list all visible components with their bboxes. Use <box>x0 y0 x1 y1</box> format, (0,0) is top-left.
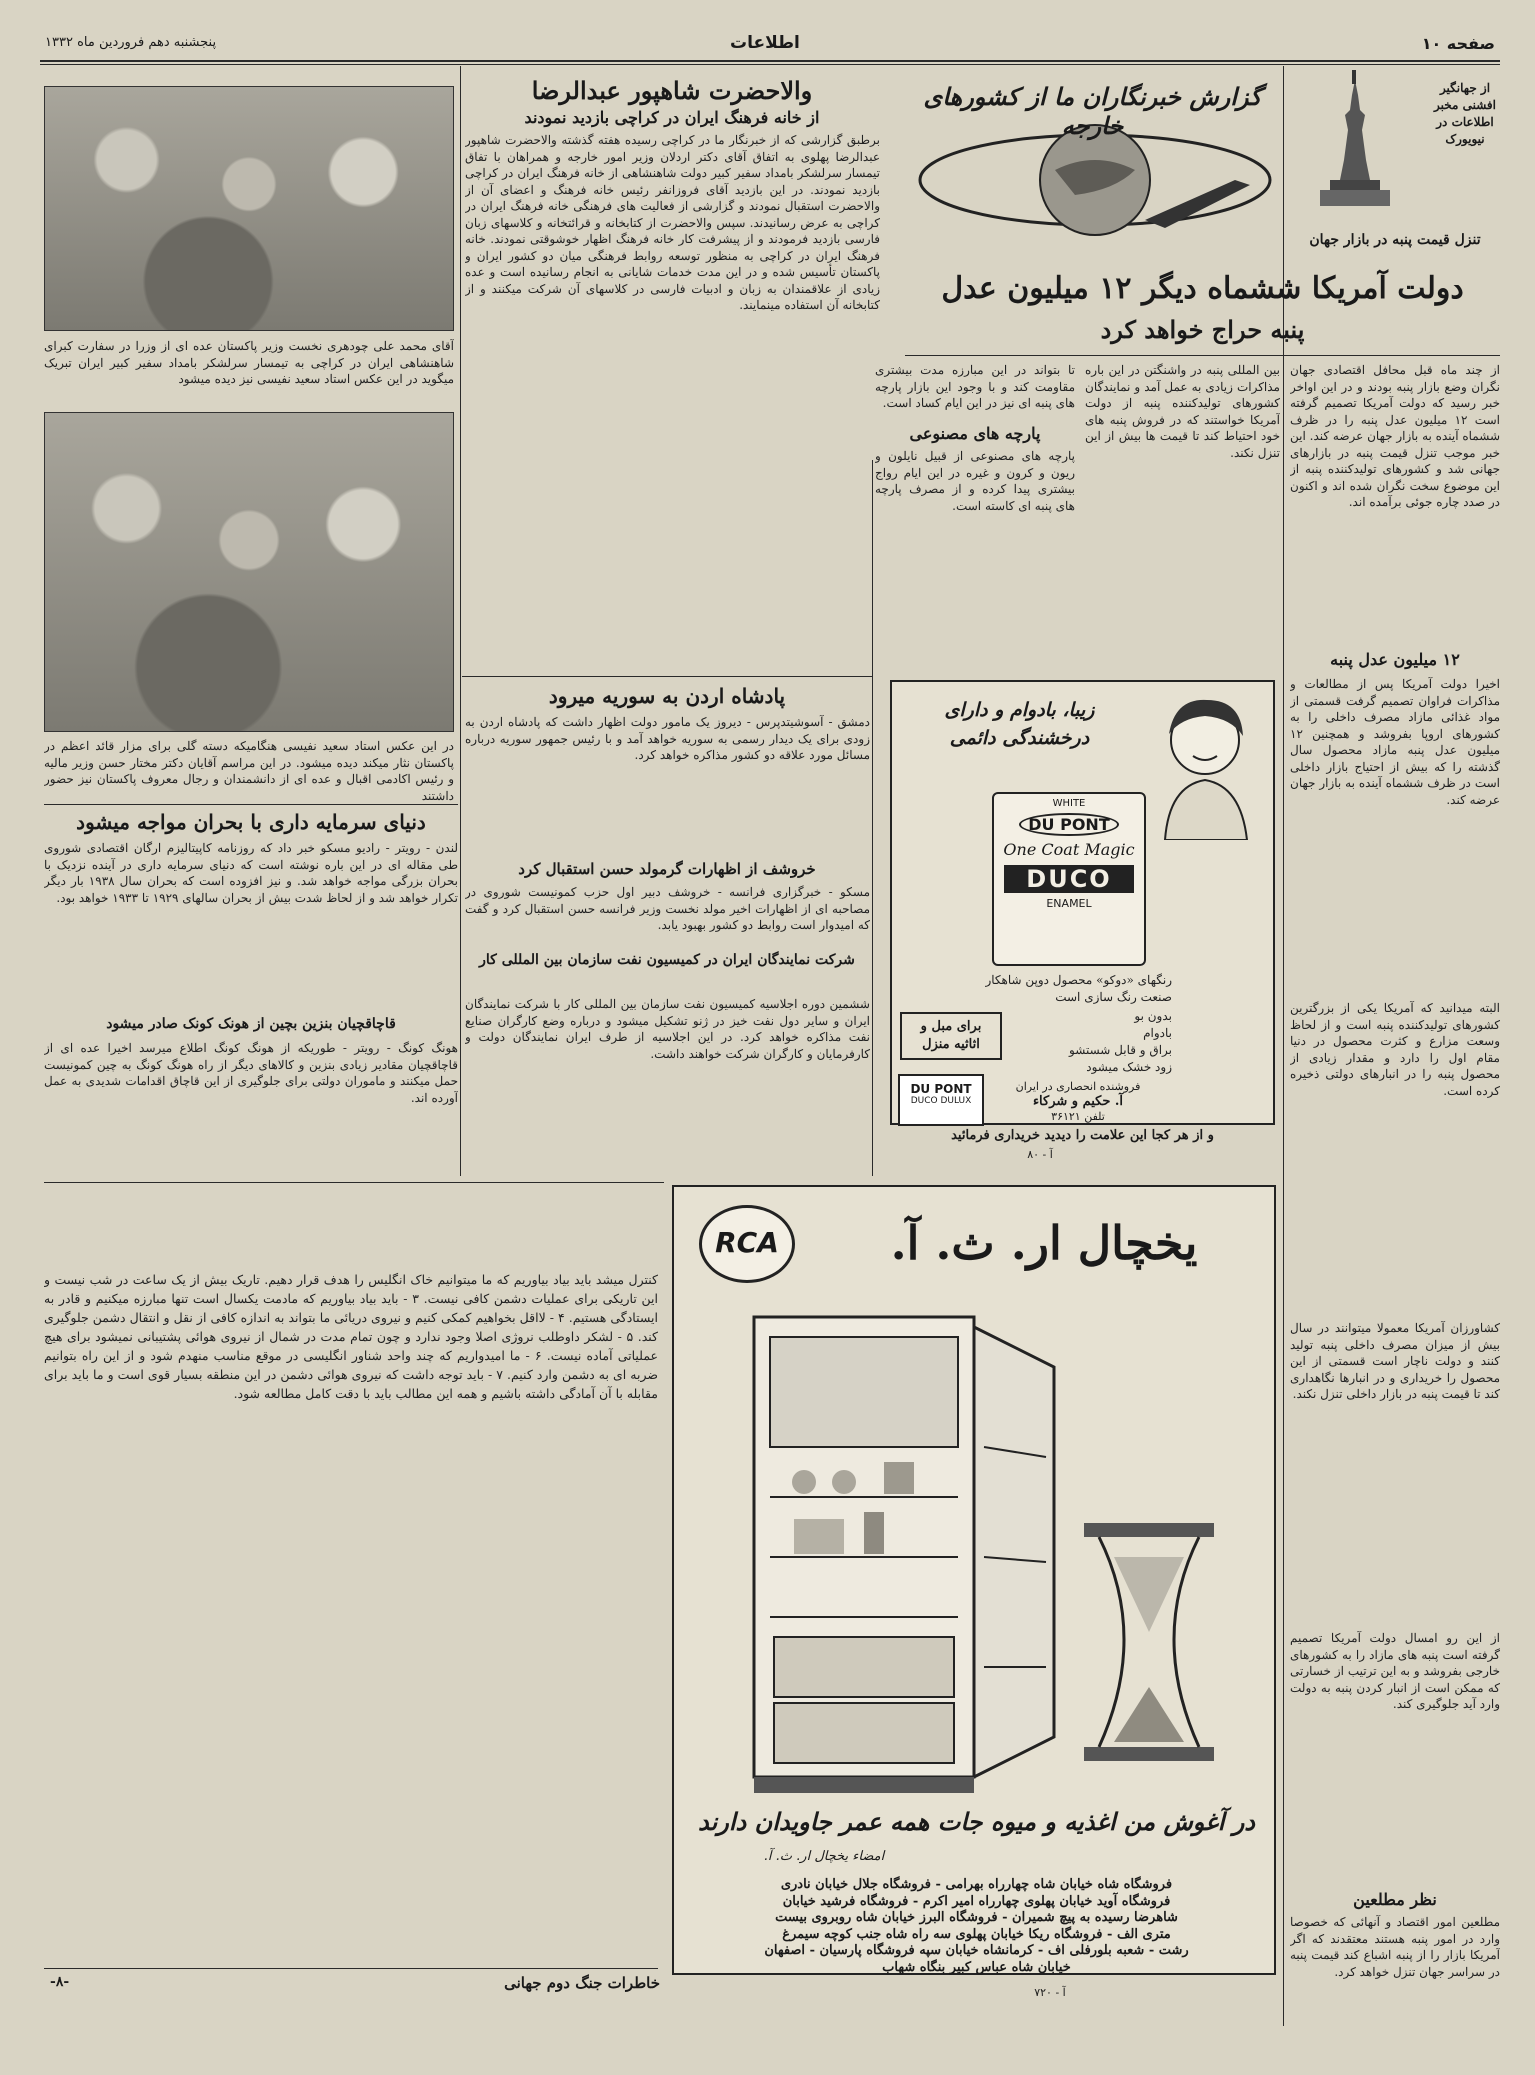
jordan-body: دمشق - آسوشیتدپرس - دیروز یک مامور دولت اظهار داشت که پادشاه اردن به زودی برای یک دیدار رسمی به سوریه خواهد آمد و با رئیس جمهور سوریه درباره مسائل مورد علاقه دو کشور مذاکره خواهد کرد. <box>465 715 870 762</box>
can-line: One Coat Magic <box>1003 840 1135 859</box>
duco-phone: تلفن ۳۶۱۲۱ <box>1051 1110 1105 1123</box>
foreign-report-corner <box>1290 70 1500 220</box>
duco-dealer: فروشنده انحصاری در ایران <box>1015 1080 1141 1093</box>
memoirs-body: کنترل میشد باید بیاد بیاوریم که ما میتوانیم خاک انگلیس را هدف قرار دهیم. تاریک بیش از یک ساعت در شب نیست و این تاریکی برای عملیات دشمن کافی نیست. ۳ - باید بیاد بیاوریم که مادمت یکسال است تنها مبارزه میکنیم و قادر به ایستادگی هستیم. ۴ - لااقل بخواهیم کمکی کنیم و نیروی دریائی ما بتواند به اندازه کافی از نقل و انتقال دشمن جلوگیری کند. ۵ - لشکر داوطلب نروژی اصلا وجود ندارد و چون تمام مدت در شمال از نیروی هوائی پشتیبانی نمیشود برای هیچ عملیاتی آماده نیست. ۶ - ما امیدواریم که چند واحد شناور انگلیسی در موقع مناسب منهدم شود و از این راه بتوانیم ضربه ای به دشمن وارد کنیم. ۷ - باید توجه داشت که نیروی هوائی دشمن در این منطقه بسیار قوی است و ما باید برای مقابله با آن آمادگی داشته باشیم و همه این مطالب باید با دقت کامل مطالعه شود. <box>44 1272 658 1401</box>
photo-caption-1: آقای محمد علی چودهری نخست وزیر پاکستان عده ای از وزرا در سفارت کبرای شاهنشاهی ایران در کراچی به تیمسار سرلشکر بامداد سفیر کبیر ایران تبریک میگوید در این عکس استاد سعید نفیسی نیز دیده میشود <box>44 339 454 386</box>
can-top: WHITE <box>1052 798 1086 809</box>
bullet-3: براق و قابل شستشو <box>1069 1043 1172 1057</box>
soviet-headline: دنیای سرمایه داری با بحران مواجه میشود <box>76 810 426 834</box>
duco-bullets <box>1002 1008 1172 1076</box>
ilo-body: ششمین دوره اجلاسیه کمیسیون نفت سازمان بین المللی کار با شرکت نمایندگان ایران و سایر دول نفت خیز در ژنو تشکیل میشود و درباره وضع کارگران صنایع نفت مذاکره خواهد کرد. در این اجلاسیه از طرف ایران نمایندگان دولت و کارفرمایان و کارگران شرکت خواهند داشت. <box>465 997 870 1061</box>
foreign-report-banner <box>905 70 1280 250</box>
hourglass-icon <box>1074 1517 1224 1767</box>
cotton-body-4: پارچه های مصنوعی از قبیل نایلون و ریون و کرون و غیره در این ایام رواج بیشتری پیدا کرده و از مصرف پارچه های پنبه ای کاسته است. <box>875 449 1075 513</box>
duco-slogan: زیبا، بادوام و دارای درخشندگی دائمی <box>944 699 1095 749</box>
can-brand: DU PONT <box>1019 813 1119 836</box>
rca-signature: امضاء یخچال ار. ث. آ. <box>763 1849 885 1864</box>
masthead <box>40 30 1500 58</box>
rca-slogan: در آغوش من اغذیه و میوه جات همه عمر جاویدان دارند <box>697 1807 1255 1836</box>
memoirs-footer-title: خاطرات جنگ دوم جهانی <box>504 1974 660 1992</box>
statue-of-liberty-icon <box>1300 70 1410 210</box>
memoirs-page-marker: -۸- <box>50 1974 70 1990</box>
cotton-body-2: بین المللی پنبه در واشنگتن در این باره مذاکرات زیادی به عمل آمد و نمایندگان کشورهای تولیدکننده پنبه از دولت آمریکا خواستند که در فروش پنبه های خود احتیاط کند تا قیمت ها بیش از این تنزل نکند. <box>1085 363 1280 460</box>
dealers-line-4: متری الف - فروشگاه ریکا خیابان پهلوی سه راه شاه جنب کوچه سیمرغ <box>782 1926 1171 1942</box>
dealers-line-6: خیابان شاه عباس کبیر بنگاه شهاب <box>882 1959 1071 1975</box>
cotton-body-7: کشاورزان آمریکا معمولا میتوانند در سال بیش از میزان مصرف داخلی پنبه تولید کنند و دولت ناچار است قسمتی از این محصول را خریداری و در انبارها نگاهداری کند تا قیمت پنبه در بازار داخلی تنزل نکند. <box>1290 1321 1500 1401</box>
jordan-headline: پادشاه اردن به سوریه میرود <box>548 684 786 708</box>
cotton-body-6: البته میدانید که آمریکا یکی از بزرگترین کشورهای تولیدکننده پنبه است و از لحاظ وسعت مزارع و کثرت محصول در دنیا مقام اول را دارد و مقدار زیادی از محصول پنبه را در انبارهای دولتی ذخیره کرده است. <box>1290 1001 1500 1098</box>
smuggling-body: هونگ کونگ - رویتر - طوریکه از هونگ کونگ اطلاع میرسد اخیرا عده ای از قاچاقچیان مقادیر زیادی بنزین و کالاهای دیگر از راه هونگ کونگ به چین کمونیست حمل میکنند و ماموران دولتی برای جلوگیری از این قاچاق اقدامات شدیدی به عمل آورده اند. <box>44 1041 458 1105</box>
ilo-subhead: شرکت نمایندگان ایران در کمیسیون نفت سازمان بین المللی کار <box>479 952 855 968</box>
readers-subhead: نظر مطلعین <box>1353 1890 1437 1909</box>
duco-intro: رنگهای «دوکو» محصول دوپن شاهکار صنعت رنگ سازی است <box>985 973 1172 1004</box>
khrushchev-subhead: خروشف از اظهارات گرمولد حسن استقبال کرد <box>518 860 816 878</box>
photo-caption-2: در این عکس استاد سعید نفیسی هنگامیکه دسته گلی برای مزار قائد اعظم در پاکستان نثار میکند دیده میشود. در این مراسم آقایان دکتر مختار حسن وزیر مالیه و رئیس اکادمی اقبال و عده ای از دانشمندان و رجال معروف پاکستان نیز حضور داشتند <box>44 739 454 802</box>
duco-sign <box>898 1074 984 1126</box>
cotton-body-9: مطلعین امور اقتصاد و آنهائی که خصوصا وارد در امور پنبه هستند معتقدند که اگر آمریکا بازار را از پنبه اشباع کند قیمت پنبه در سراسر جهان تنزل خواهد کرد. <box>1290 1915 1500 1979</box>
rca-logo-text: RCA <box>715 1226 779 1259</box>
rca-code: آ - ۷۲۰ <box>1034 1986 1066 1999</box>
woman-illustration-icon <box>1145 690 1265 840</box>
can-sub: ENAMEL <box>1046 897 1092 910</box>
photo-delegation <box>44 86 454 331</box>
sign-sub: DUCO DULUX <box>910 1096 972 1106</box>
kicker: تنزل قیمت پنبه در بازار جهان <box>1309 232 1481 248</box>
bullet-1: بدون بو <box>1134 1009 1172 1023</box>
duco-code: آ - ۸۰ <box>1027 1148 1053 1161</box>
page-number: صفحه ۱۰ <box>1421 34 1495 53</box>
shahpour-headline: والاحضرت شاهپور عبدالرضا <box>531 76 813 105</box>
rca-logo <box>699 1205 795 1283</box>
soviet-body: لندن - رویتر - رادیو مسکو خبر داد که روزنامه کاپیتالیزم ارگان اقتصادی شوروی طی مقاله ای در این باره نوشته است که دنیای سرمایه داری در آینده نزدیک با بحران بزرگی مواجه خواهد شد. و نیز افزوده است که بحران سال ۱۹۳۸ بار دیگر تکرار خواهد شد و از لحاظ شدت بیش از بحران سالهای ۱۹۲۹ تا ۱۹۳۳ خواهد بود. <box>44 841 458 905</box>
fabrics-subhead: پارچه های مصنوعی <box>909 424 1041 443</box>
side-caption: از جهانگیر افشنی مخبر اطلاعات در نیویورک <box>1434 81 1496 146</box>
can-name: DUCO <box>1004 865 1134 893</box>
duco-for-box: برای مبل و اثاثیه منزل <box>900 1012 1002 1060</box>
bullet-4: زود خشک میشود <box>1086 1060 1172 1074</box>
rca-headline: یخچال ار. ث. آ. <box>890 1216 1198 1270</box>
cotton-body-1: از چند ماه قبل محافل اقتصادی جهان نگران وضع بازار پنبه بودند و در این اواخر خبر رسید که دولت آمریکا تصمیم گرفته است ۱۲ میلیون عدل پنبه را در ظرف ششماه آینده به بازار جهان عرضه کند. این خبر موجب تنزل قیمت پنبه در بازارهای جهانی شد و کشورهای تولیدکننده پنبه از این موضوع سخت نگران شده اند و اکنون در صدد چاره جوئی برآمده اند. <box>1290 363 1500 509</box>
col-divider-2 <box>460 66 461 1176</box>
smuggling-subhead: قاچاقچیان بنزین بچین از هونک کونک صادر میشود <box>106 1016 396 1032</box>
cotton-body-3: تا بتواند در این مبارزه مدت بیشتری مقاومت کند و با وجود این بازار پارچه های پنبه ای نیز در این ایام کساد است. <box>875 363 1075 410</box>
duco-dealer-name: آ. حکیم و شرکاء <box>1032 1094 1124 1109</box>
refrigerator-illustration-icon <box>694 1297 1114 1817</box>
duco-advertisement <box>890 680 1275 1125</box>
dealers-line-1: فروشگاه شاه خیابان شاه چهارراه بهرامی - فروشگاه جلال خیابان نادری <box>780 1877 1173 1892</box>
dealers-line-5: رشت - شعبه بلورفلی اف - کرمانشاه خیابان سپه فروشگاه پارسیان - اصفهان <box>764 1943 1189 1958</box>
paper-name: اطلاعات <box>730 33 800 53</box>
paint-can <box>992 792 1146 966</box>
cotton-subhead: پنبه حراج خواهد کرد <box>1100 315 1305 344</box>
bullet-2: بادوام <box>1143 1026 1172 1040</box>
dealers-line-2: فروشگاه آوید خیابان پهلوی چهارراه امیر اکرم - فروشگاه فرشید خیابان <box>782 1893 1171 1909</box>
col-divider-1 <box>1283 66 1284 2026</box>
shahpour-body: برطبق گزارشی که از خبرنگار ما در کراچی رسیده هفته گذشته والاحضرت شاهپور عبدالرضا پهلوی به اتفاق آقای دکتر اردلان وزیر امور خارجه و همراهان با تفاق تیمسار سرلشکر بامداد سفیر کبیر دولت شاهنشاهی از خانه فرهنگ ایران در کراچی بازدید نمودند. در این بازدید آقای فروزانفر رئیس خانه فرهنگ و اعضای آن از والاحضرت استقبال نمودند و گزارشی از فعالیت های فرهنگی خانه فرهنگ ایران در کراچی به عرض رسانیدند. سپس والاحضرت از کتابخانه و قرائتخانه و کلاسهای زبان فارسی بازدید فرمودند و از پیشرفت کار خانه فرهنگ اظهار خوشوقتی نمودند. خانه فرهنگ ایران در کراچی به منظور توسعه روابط فرهنگی میان دو کشور ایران و پاکستان تأسیس شده و در این مدت خدمات شایانی به انجام رسانیده است و عده زیادی از علاقمندان به زبان و ادبیات فارسی در کلاسهای آن شرکت میکنند و از کتابخانه آن استفاده مینمایند. <box>465 133 880 312</box>
cotton-headline: دولت آمریکا ششماه دیگر ۱۲ میلیون عدل <box>941 271 1464 306</box>
masthead-rule <box>40 60 1500 62</box>
shahpour-subhead: از خانه فرهنگ ایران در کراچی بازدید نمودند <box>524 108 820 127</box>
twelve-million-subhead: ۱۲ میلیون عدل پنبه <box>1330 650 1460 669</box>
rca-advertisement <box>672 1185 1276 1975</box>
issue-date: پنجشنبه دهم فروردین ماه ۱۳۳۲ <box>45 35 217 50</box>
duco-footer: و از هر کجا این علامت را دیدید خریداری فرمائید <box>951 1128 1214 1143</box>
banner-title: گزارش خبرنگاران ما از کشورهای خارجه <box>923 82 1262 140</box>
cotton-body-5: اخیرا دولت آمریکا پس از مطالعات و مذاکرات فراوان تصمیم گرفت قسمتی از مواد غذائی مازاد مصرف داخلی را به کشورهای اروپا بفروشد و همچنین ۱۲ میلیون عدل پنبه مازاد محصول سال گذشته را که بیش از احتیاج بازار داخلی است در ظرف ششماه آینده به بازار جهان عرضه کند. <box>1290 677 1500 807</box>
photo-wreath <box>44 412 454 732</box>
rca-dealers <box>684 1877 1269 1976</box>
dealers-line-3: شاهرضا رسیده به پیچ شمیران - فروشگاه البرز خیابان شاه روبروی بیست <box>775 1910 1178 1925</box>
sign-brand: DU PONT <box>910 1082 972 1096</box>
khrushchev-body: مسکو - خبرگزاری فرانسه - خروشف دبیر اول حزب کمونیست شوروی در مصاحبه ای از اظهارات اخیر مولد نخست وزیر فرانسه حسن استقبال کرد و گفت که امیدوار است روابط دو کشور بهبود یابد. <box>465 885 870 932</box>
cotton-body-8: از این رو امسال دولت آمریکا تصمیم گرفته است پنبه های مازاد را به کشورهای خارجی بفروشد و به این ترتیب از خسارتی که ممکن است از انبار کردن پنبه به دولت وارد آید جلوگیری کند. <box>1290 1631 1500 1711</box>
